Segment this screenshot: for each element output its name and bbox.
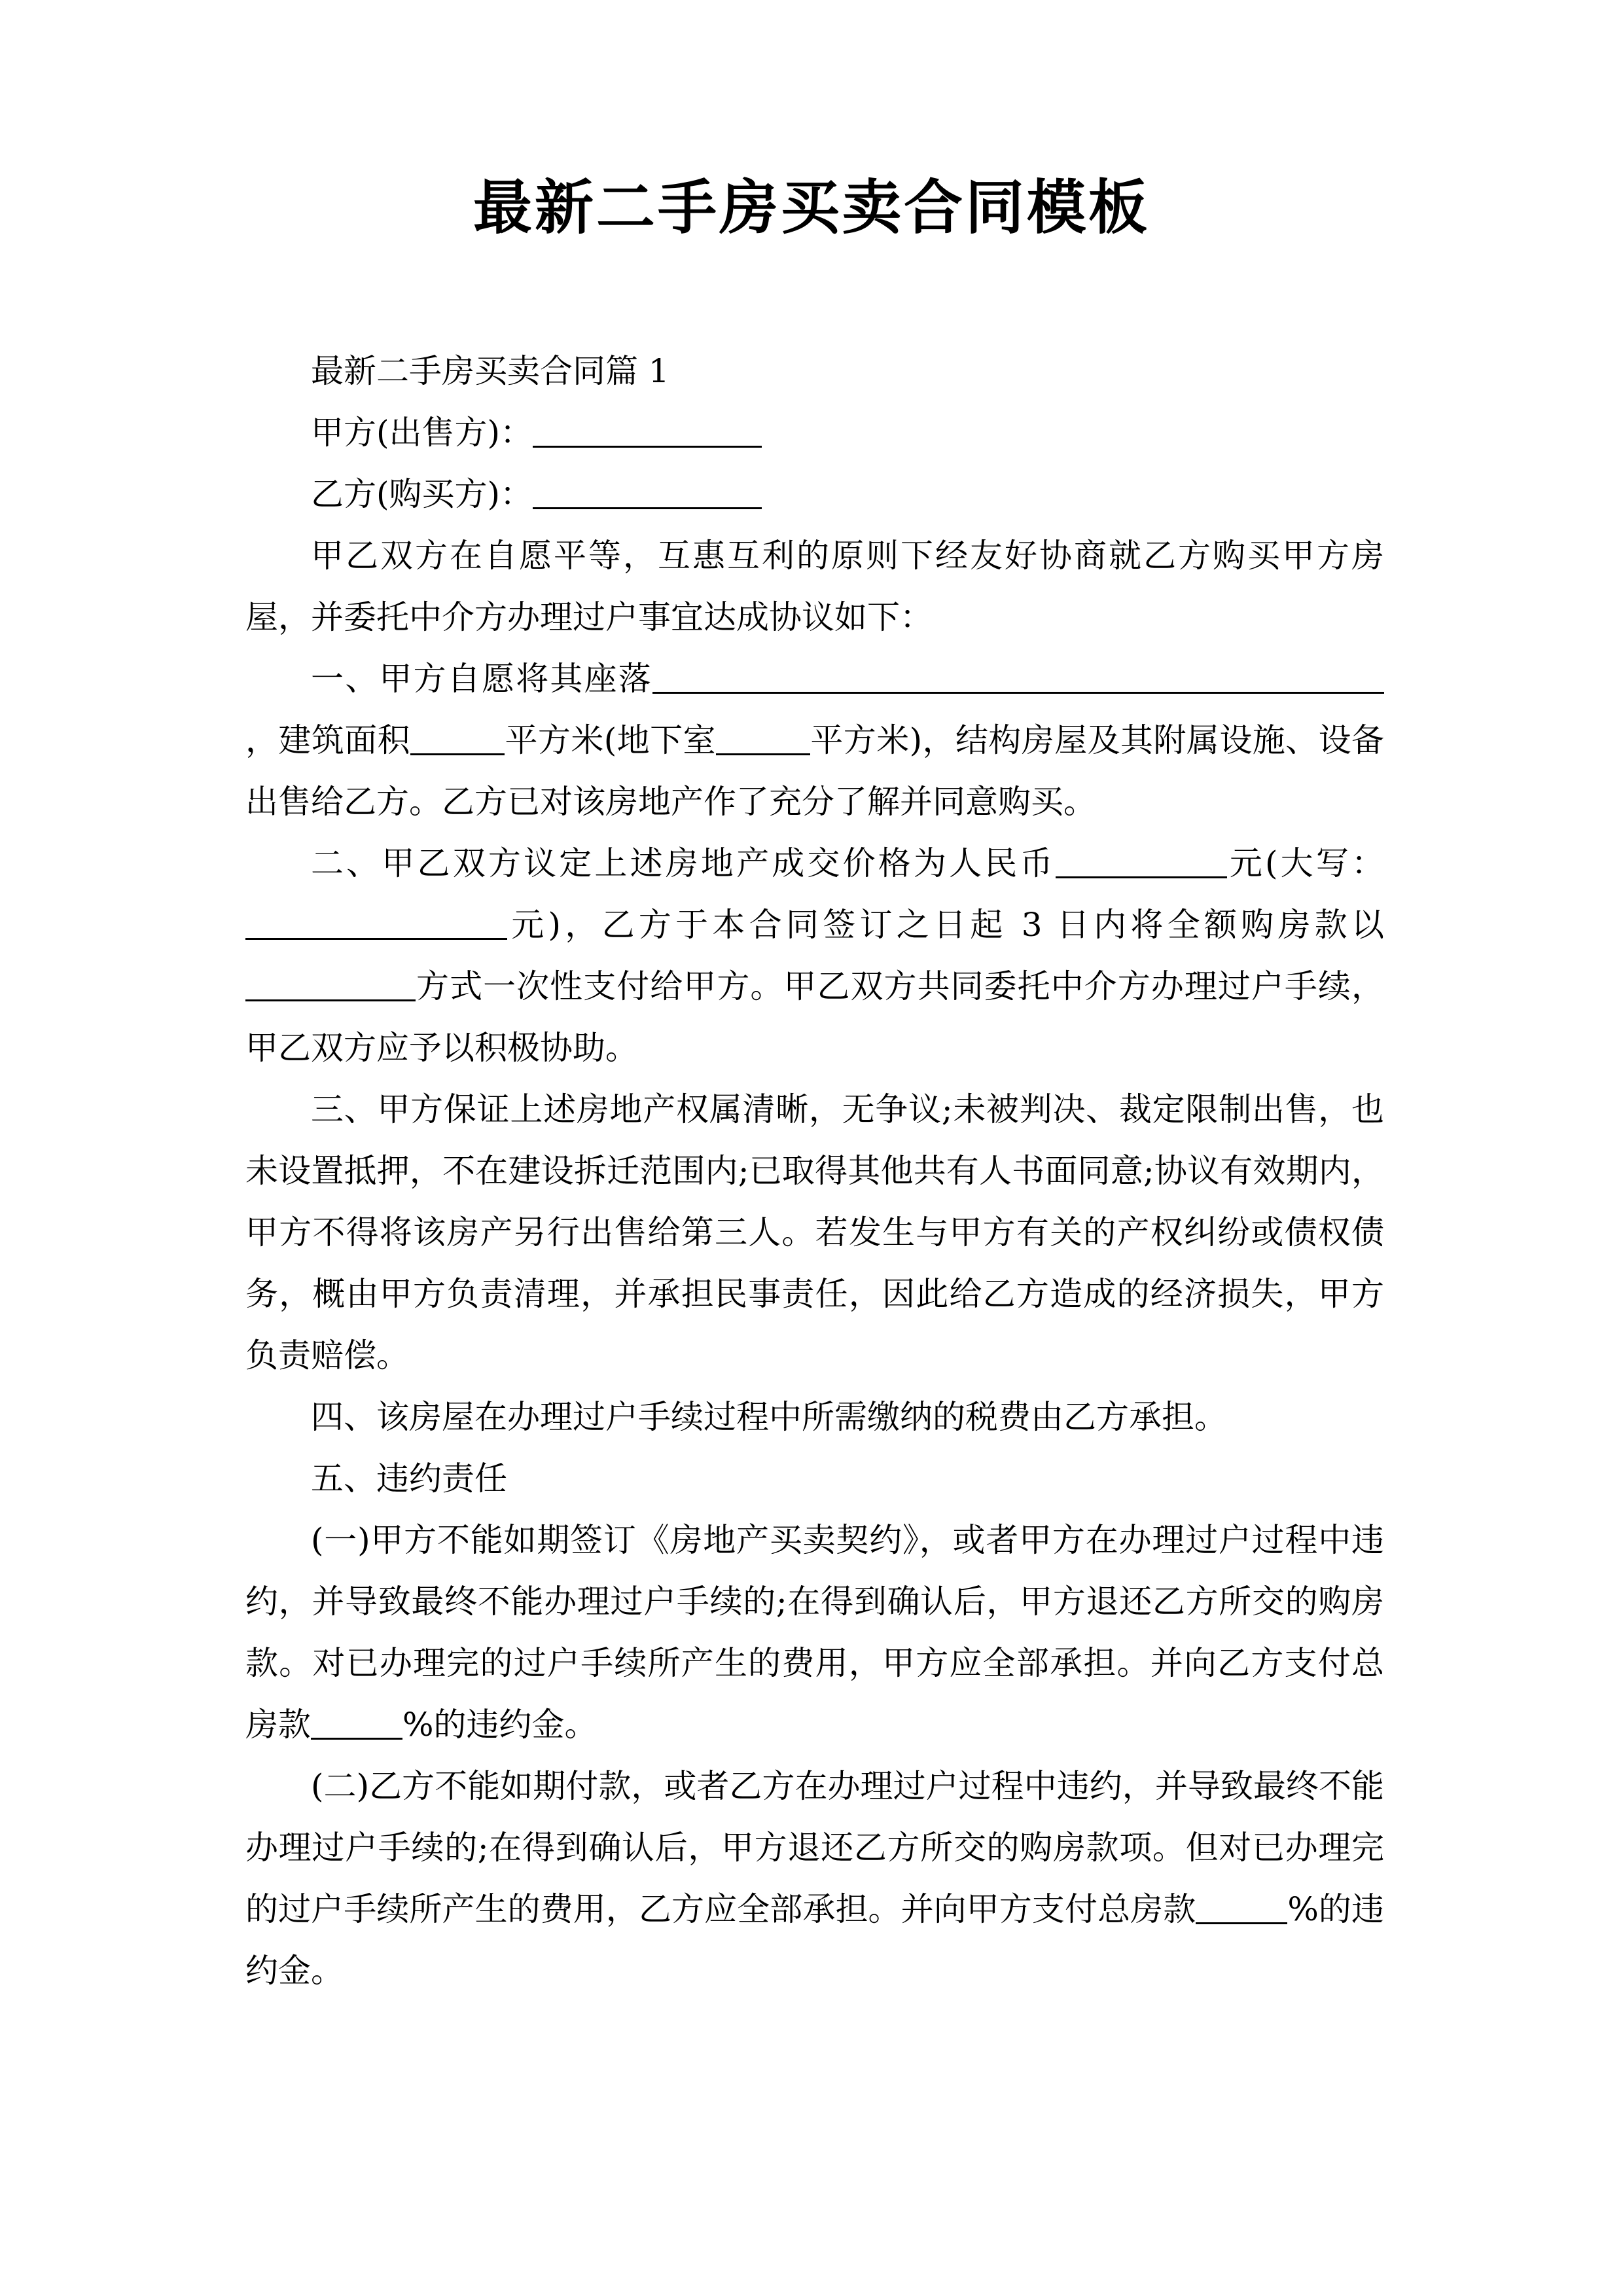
subclause-1-penalty-blank[interactable]: [311, 1708, 402, 1740]
clause-1-area-blank[interactable]: [410, 723, 505, 755]
subclause-2-penalty-blank[interactable]: [1196, 1892, 1287, 1924]
clause-4-text: 该房屋在办理过户手续过程中所需缴纳的税费由乙方承担。: [376, 1398, 1227, 1436]
clause-1: [245, 648, 1384, 833]
clause-1-basement-blank[interactable]: [716, 723, 810, 755]
clause-1-text-2: ，建筑面积: [245, 721, 411, 759]
document-body: [245, 340, 1384, 2001]
clause-2-price-blank[interactable]: [1056, 846, 1227, 878]
party-a-blank[interactable]: [533, 416, 762, 448]
party-b-blank[interactable]: [533, 477, 762, 509]
preamble-text: 甲乙双方在自愿平等，互惠互利的原则下经友好协商就乙方购买甲方房屋，并委托中介方办理过户事宜达成协议如下：: [245, 537, 1384, 636]
subtitle-text: 最新二手房买卖合同篇 1: [311, 352, 669, 390]
page-title: 最新二手房买卖合同模板: [473, 173, 1150, 242]
clause-1-text-1: 甲方自愿将其座落: [379, 660, 653, 698]
clause-1-address-blank[interactable]: [652, 662, 1384, 694]
party-a-line: [245, 402, 1384, 463]
subclause-2-text-2: %的违约金。: [245, 1890, 1384, 1990]
clause-5-number: 五、: [311, 1460, 376, 1498]
party-b-line: [245, 463, 1384, 525]
clause-1-text-4: 平方米)，结构房屋及其附属设施、设备出售给乙方。乙方已对该房地产作了充分了解并同意购买。: [245, 721, 1384, 821]
subtitle-line: [245, 340, 1384, 402]
subclause-1-text-1: 甲方不能如期签订《房地产买卖契约》，或者甲方在办理过户过程中违约，并导致最终不能办理过户手续的;在得到确认后，甲方退还乙方所交的购房款。对已办理完的过户手续所产生的费用，甲方应全部承担。并向乙方支付总房款: [245, 1521, 1385, 1744]
clause-2: [245, 833, 1384, 1079]
subclause-2-text-1: 乙方不能如期付款，或者乙方在办理过户过程中违约，并导致最终不能办理过户手续的;在得到确认后，甲方退还乙方所交的购房款项。但对已办理完的过户手续所产生的费用，乙方应全部承担。并向甲方支付总房款: [245, 1767, 1385, 1928]
subclause-1: [245, 1509, 1384, 1755]
subclause-1-number: (一): [311, 1521, 370, 1559]
clause-3-text: 甲方保证上述房地产权属清晰，无争议;未被判决、裁定限制出售，也未设置抵押，不在建设拆迁范围内;已取得其他共有人书面同意;协议有效期内，甲方不得将该房产另行出售给第三人。若发生与甲方有关的产权纠纷或债权债务，概由甲方负责清理，并承担民事责任，因此给乙方造成的经济损失，甲方负责赔偿。: [245, 1090, 1384, 1374]
clause-3-number: 三、: [311, 1090, 378, 1128]
clause-2-text-2: 元(大写：: [1226, 844, 1385, 882]
preamble-paragraph: [245, 525, 1384, 648]
clause-1-text-3: 平方米(地下室: [505, 721, 716, 759]
clause-5: [245, 1448, 1384, 1509]
clause-2-number: 二、: [311, 844, 382, 882]
clause-3: [245, 1079, 1384, 1386]
party-b-label: 乙方(购买方)：: [311, 475, 533, 513]
clause-2-text-1: 甲乙双方议定上述房地产成交价格为人民币: [382, 844, 1056, 882]
subclause-2: [245, 1755, 1384, 2001]
clause-4: [245, 1386, 1384, 1448]
subclause-2-number: (二): [311, 1767, 370, 1805]
subclause-1-text-2: %的违约金。: [402, 1706, 597, 1744]
clause-2-payment-blank[interactable]: [245, 969, 416, 1001]
party-a-label: 甲方(出售方)：: [311, 414, 533, 452]
clause-2-text-3: 元)，乙方于本合同签订之日起 3 日内将全额购房款以: [507, 906, 1384, 944]
clause-2-text-4: 方式一次性支付给甲方。甲乙双方共同委托中介方办理过户手续，甲乙双方应予以积极协助。: [245, 967, 1384, 1067]
clause-4-number: 四、: [311, 1398, 376, 1436]
clause-1-number: 一、: [311, 660, 380, 698]
clause-2-price-upper-blank[interactable]: [245, 908, 507, 940]
clause-5-text: 违约责任: [376, 1460, 507, 1498]
